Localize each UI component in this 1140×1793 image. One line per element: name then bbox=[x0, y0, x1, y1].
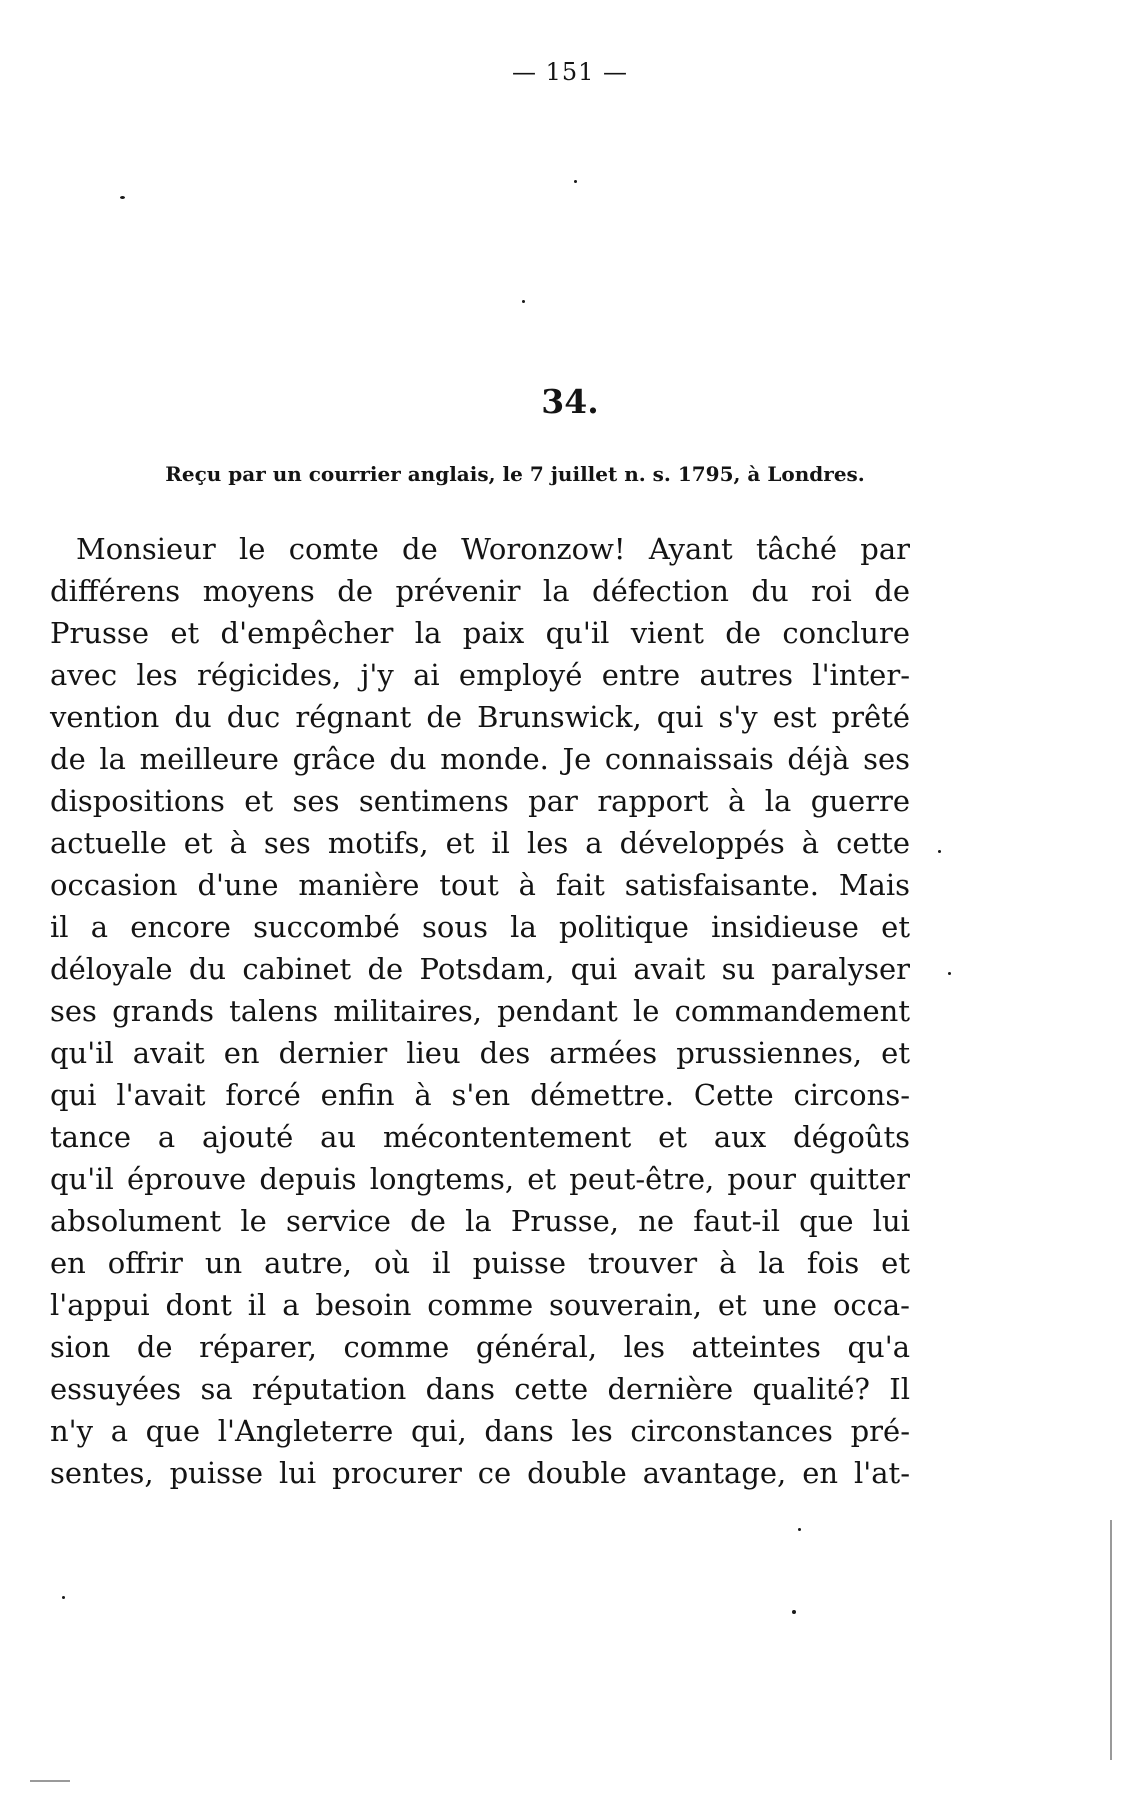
text-line: sentes, puisse lui procurer ce double avantage, en l'at- bbox=[50, 1456, 910, 1490]
text-line: qui l'avait forcé enfin à s'en démettre. Cette circons- bbox=[50, 1078, 910, 1112]
scan-speck bbox=[522, 300, 525, 303]
text-line: occasion d'une manière tout à fait satisfaisante. Mais bbox=[50, 868, 910, 902]
text-line: il a encore succombé sous la politique insidieuse et bbox=[50, 910, 910, 944]
text-line: qu'il éprouve depuis longtems, et peut-être, pour quitter bbox=[50, 1162, 910, 1196]
scan-edge-line bbox=[1110, 1520, 1112, 1760]
scan-speck bbox=[798, 1528, 801, 1531]
scan-speck bbox=[62, 1596, 65, 1599]
letter-number: 34. bbox=[541, 382, 599, 421]
scan-speck bbox=[574, 180, 577, 183]
text-line: l'appui dont il a besoin comme souverain, et une occa- bbox=[50, 1288, 910, 1322]
text-line: Prusse et d'empêcher la paix qu'il vient de conclure bbox=[50, 616, 910, 650]
scan-speck bbox=[948, 972, 951, 975]
text-line: différens moyens de prévenir la défection du roi de bbox=[50, 574, 910, 608]
text-line: qu'il avait en dernier lieu des armées prussiennes, et bbox=[50, 1036, 910, 1070]
letter-body bbox=[50, 528, 910, 1494]
text-line: vention du duc régnant de Brunswick, qui s'y est prêté bbox=[50, 700, 910, 734]
dateline: Reçu par un courrier anglais, le 7 juillet n. s. 1795, à Londres. bbox=[165, 462, 865, 486]
text-line: tance a ajouté au mécontentement et aux dégoûts bbox=[50, 1120, 910, 1154]
text-line: Monsieur le comte de Woronzow! Ayant tâché par bbox=[76, 532, 910, 566]
scan-speck bbox=[792, 1610, 796, 1614]
text-line: actuelle et à ses motifs, et il les a développés à cette bbox=[50, 826, 910, 860]
scan-edge-line bbox=[30, 1780, 70, 1782]
text-line: de la meilleure grâce du monde. Je connaissais déjà ses bbox=[50, 742, 910, 776]
text-line: essuyées sa réputation dans cette dernière qualité? Il bbox=[50, 1372, 910, 1406]
text-line: avec les régicides, j'y ai employé entre autres l'inter- bbox=[50, 658, 910, 692]
scan-speck bbox=[938, 850, 941, 853]
text-line: ses grands talens militaires, pendant le commandement bbox=[50, 994, 910, 1028]
scan-speck bbox=[120, 196, 125, 199]
page-number: — 151 — bbox=[511, 58, 629, 86]
text-line: sion de réparer, comme général, les atteintes qu'a bbox=[50, 1330, 910, 1364]
text-line: en offrir un autre, où il puisse trouver à la fois et bbox=[50, 1246, 910, 1280]
text-line: dispositions et ses sentimens par rapport à la guerre bbox=[50, 784, 910, 818]
text-line: n'y a que l'Angleterre qui, dans les circonstances pré- bbox=[50, 1414, 910, 1448]
text-line: déloyale du cabinet de Potsdam, qui avait su paralyser bbox=[50, 952, 910, 986]
text-line: absolument le service de la Prusse, ne faut-il que lui bbox=[50, 1204, 910, 1238]
